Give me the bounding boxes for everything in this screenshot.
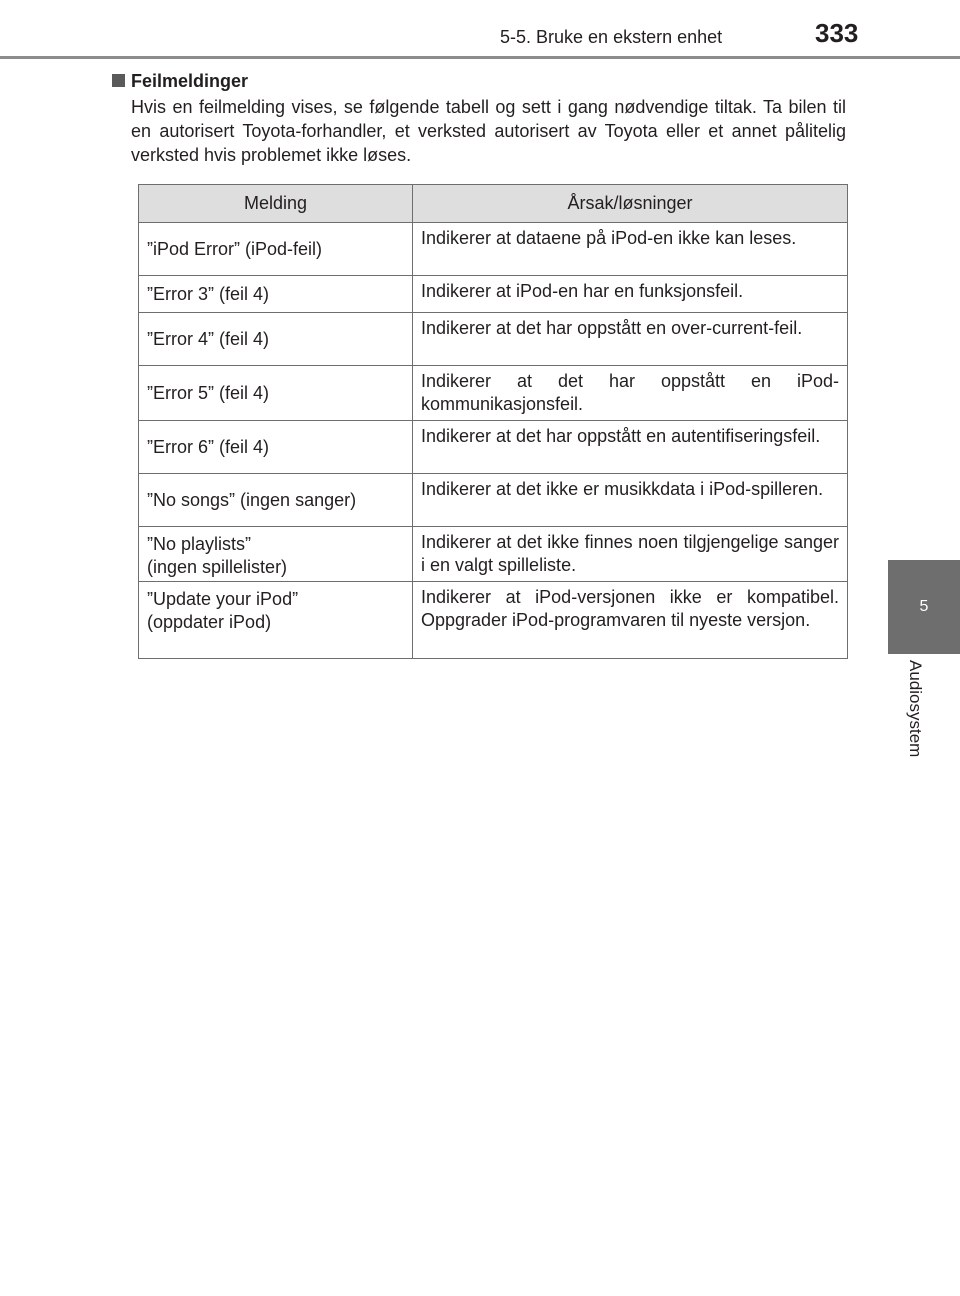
- message-cell: ”Error 5” (feil 4): [139, 366, 413, 421]
- table-row: [139, 527, 848, 582]
- page-number: 333: [815, 18, 859, 48]
- header-message: Melding: [139, 185, 413, 223]
- chapter-title: Audiosystem: [906, 660, 925, 758]
- cause-cell: Indikerer at dataene på iPod-en ikke kan leses.: [413, 223, 848, 276]
- table-row: [139, 582, 848, 659]
- message-cell: ”Error 4” (feil 4): [139, 313, 413, 366]
- table-row: [139, 223, 848, 276]
- header-section-title: 5-5. Bruke en ekstern enhet: [500, 27, 723, 47]
- cause-cell: Indikerer at det har oppstått en over-current-feil.: [413, 313, 848, 366]
- message-cell: [139, 582, 413, 659]
- table-row: [139, 313, 848, 366]
- cause-cell: Indikerer at det har oppstått en autentifiseringsfeil.: [413, 421, 848, 474]
- message-cell: ”No songs” (ingen sanger): [139, 474, 413, 527]
- message-cell: ”Error 3” (feil 4): [139, 276, 413, 313]
- message-cell: ”iPod Error” (iPod-feil): [139, 223, 413, 276]
- cause-cell: Indikerer at det ikke er musikkdata i iPod-spilleren.: [413, 474, 848, 527]
- table-row: [139, 421, 848, 474]
- message-cell: [139, 527, 413, 582]
- square-bullet-icon: [112, 74, 125, 87]
- header-divider: [0, 56, 960, 59]
- table-header-row: [139, 185, 848, 223]
- section-heading: [112, 70, 248, 92]
- message-line: (ingen spillelister): [147, 557, 288, 577]
- message-line: (oppdater iPod): [147, 612, 272, 632]
- message-line: ”Update your iPod”: [147, 589, 299, 609]
- cause-cell: Indikerer at iPod-versjonen ikke er kompatibel. Oppgrader iPod-programvaren til nyeste versjon.: [413, 582, 848, 659]
- chapter-tab: 5: [888, 560, 960, 654]
- error-message-table: [138, 184, 848, 659]
- header-cause: Årsak/løsninger: [413, 185, 848, 223]
- table-row: [139, 366, 848, 421]
- table-row: [139, 276, 848, 313]
- cause-cell: Indikerer at det har oppstått en iPod-kommunikasjonsfeil.: [413, 366, 848, 421]
- message-line: ”No playlists”: [147, 534, 252, 554]
- table-row: [139, 474, 848, 527]
- cause-cell: Indikerer at det ikke finnes noen tilgjengelige sanger i en valgt spilleliste.: [413, 527, 848, 582]
- section-heading-text: Feilmeldinger: [131, 71, 249, 91]
- message-cell: ”Error 6” (feil 4): [139, 421, 413, 474]
- cause-cell: Indikerer at iPod-en har en funksjonsfeil.: [413, 276, 848, 313]
- intro-paragraph: Hvis en feilmelding vises, se følgende tabell og sett i gang nødvendige tiltak. Ta bilen til en autorisert Toyota-forhandler, et verksted autorisert av Toyota eller et annet pålitelig verksted hvis problemet ikke løses.: [131, 97, 846, 165]
